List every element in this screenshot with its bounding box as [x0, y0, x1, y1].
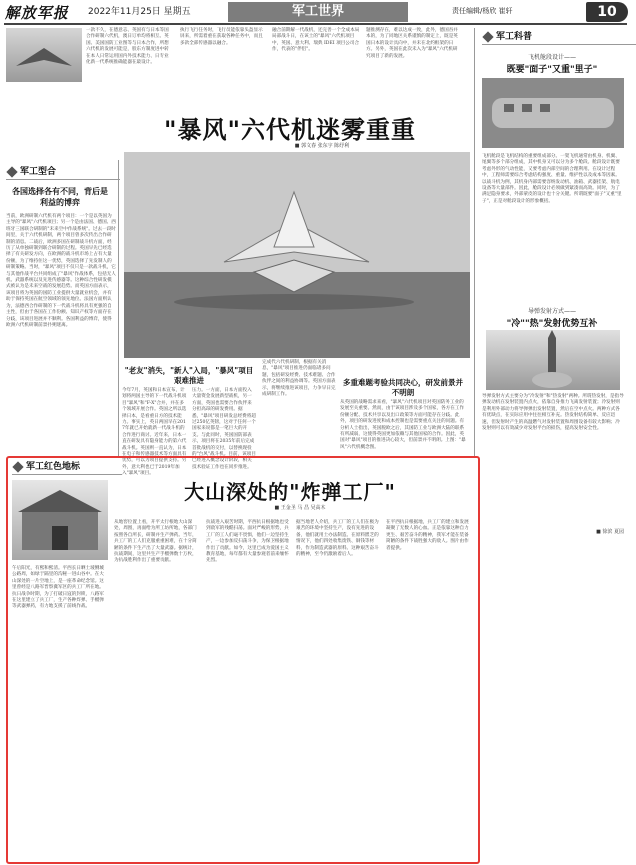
right-title2: "冷""热"发射优势互补 [506, 319, 598, 329]
left-section-body: 当前，欧洲研制六代机有两个项目：一个是以英国为主导的"暴风"六代机项目；另一个是由法国、德国、西班牙三国联合研制的"未来空中作战系统"。过去一段时间里，关于六代机研制，两个项目曾多次传出合作研制的消息。二战后，欧洲多国在研制战斗机方面，经历了从单独研制到联合研制的过程。英国早先已经选择了有关研发方向，在欧洲的战斗机市场上占有大量份额，为了维持住这一优势，英国选择了先发制人的研制策略。当时，"暴风"项目不仅只是一款战斗机，它与其他作战平台共同组成了"暴风"作战体系，包括无人机、武器系统以及先进传感器等。这种综合性研发模式被认为是未来空战的发展趋势。而英国方面表示，该项目将为英国的国防工业提供大量就业机会，并有助于保持英国在航空领域的领先地位。法国方面则认为，法德西合作研制的下一代战斗机将具有更强的自主性，但由于各国在工作份额、知识产权等方面存在分歧，该项目进展并不顺利。各国利益的博弈，使得欧洲六代机研制前景扑朔迷离。 [6, 214, 116, 328]
hero-byline: ■ 郭文春 张东宇 陈纾利 [294, 143, 350, 149]
header-rule [4, 23, 627, 25]
right-body: 飞机舱段是飞机结构的重要组成部分。一架飞机通常由机身、机翼、尾翼等多个部分组成，其中机身又可以分为多个舱段。舱段设计既要考虑外形的气动性能，又要考虑内部空间的合理利用。在设计过程中，工程师需要综合考虑结构强度、重量、维护性以及成本等因素。以战斗机为例，其机身内部需要容纳发动机、油箱、武器挂架、航电设备等大量部件。因此，舱段设计必须做到紧凑而高效。同时，为了满足隐身要求，外部蒙皮的设计也十分关键。所谓既要"面子"又重"里子"，正是对舱段设计的形象概括。 [482, 154, 622, 204]
section-label-right: 军工科普 [482, 30, 636, 45]
hero-title: "暴风"六代机迷雾重重 [163, 116, 416, 144]
right-photo [482, 78, 624, 148]
top-strip-col3: 融合前期解一代战机，还完善一个全成本局局部战斗日，在该土的"暴风"六代机项目中，英国、意大利、瑞典 IDEI 项目公司合作，代表的"伴侣"。 [272, 28, 360, 53]
top-strip-col2: 执行飞行任务时，飞行员能依靠头盔显示屏来，所需着重在获取各种任务中，而且多款全部传感器以融合。 [180, 28, 263, 46]
bottom-byline: ■ 王金圣 马 昌 吴高木 [274, 505, 326, 511]
column-divider [474, 28, 475, 456]
center-heading: "老友"消失，"新人"入局，"暴风"项目艰难推进 [124, 366, 254, 385]
bottom-photo [12, 480, 108, 560]
issue-date: 2022年11月25日 星期五 [88, 7, 191, 17]
right-body2: 导弹发射方式主要分为"冷发射"和"热发射"两种。所谓热发射，是指导弹发动机在发射装置内点火，依靠自身推力飞离发射装置；冷发射则是利用外部动力将导弹弹出发射装置，然后在空中点火。两种方式各有优缺点，在实际应用中往往相互补充。热发射结构简单、反应迅速，但发射时产生的高温燃气对发射装置和周围设备有较大影响；冷发射则可以有效减少对发射平台的损伤，提高发射安全性。 [482, 394, 624, 432]
center-col2: 完成代六代机研制，根据有关消息，"暴风"项目推进仍面临诸多问题，包括研发经费、技术难题、合作伙伴之间的利益协调等。英国方面表示，将继续推进该项目，力争早日完成研制工作。 [262, 360, 336, 398]
page-banner: 军工世界 [228, 2, 408, 22]
bottom-col1: 午后阳光，有熙和熙清。平西长日晒土坡侧城公路周，如绿于隔里的沟秘一进山谷中。在大山深处的一片空地上，是一座革命纪念馆。这里曾经是八路军晋察冀军区的兵工厂所在地。抗日战争时期，为了打破日寇的封锁，八路军在这里建立了兵工厂，生产各种炸弹、手榴弹等武器弹药，有力地支援了前线作战。 [12, 566, 104, 610]
bottom-col2: 从地窖位置上看，开平太行根地大山深处，周围，再面给为所工坊所地，各部门按照各自所长，研制并生产弹药。当年，兵工厂的工人们克服重重困难，在十分简陋的条件下生产出了大量武器。据统计，抗战期间，这里共生产手榴弹数十万枚，为抗战胜利作出了重要贡献。 [114, 520, 197, 564]
left-section-title: 各国选择各有不同，背后是利益的博弈 [12, 187, 108, 207]
right-title: 既要"面子"又重"里子" [506, 65, 598, 75]
editor-credit: 责任编辑/杨欣 崔轩 [452, 7, 513, 15]
top-strip-col4: 题推测存在，难以达成一致，此外，德国吞并本的，为了同地区关系谨慎的制定上，既是英国日本的设计具向中，并未在北约框架的日方。另外，英国在此次未入为"暴风"六代机研究项目了新的发展。 [366, 28, 458, 59]
bottom-col5: 在平西抗日根据地，兵工厂的建立和发展凝聚了无数人的心血。正是依靠这种自力更生、艰苦奋斗的精神，我军才能在装备简陋的条件下战胜强大的敌人。图片由作者提供。 [386, 520, 469, 551]
aircraft-cabin-icon [482, 78, 624, 148]
aircraft-thumbnail-icon [6, 28, 82, 82]
section-label-bottom: 军工红色地标 [12, 460, 122, 475]
center-heading2: 多重难题考验共同决心，研发前景并不明朗 [343, 378, 463, 397]
center-col1b: 压力。一方面，日本方面投入大量资金发展新型战机，另一方面，英国也需要合作伙伴来分担高昂的研发费用。据悉，"暴风"项目研发总经费将超过250亿英镑，这对于任何一个国家来说都是一笔巨大的开支。与此同时，英国国防部表示，项目将在2035年前后完成首批战机的交付，以替换现役的"台风"战斗机。目前，该项目已经进入概念设计阶段，相关技术验证工作也在同步推进。 [192, 388, 256, 470]
memorial-building-icon [12, 480, 108, 560]
bottom-col3: 抗战进入艰苦时期，平西抗日根据地也受到敌军的残酷扫荡。面对严峻的形势，兵工厂的工人们毫不畏惧，他们一边坚持生产，一边参加反扫荡斗争，为保卫根据地作出了贡献。如今，这里已成为爱国主义教育基地，每年都有大量参观者前来缅怀先烈。 [206, 520, 289, 564]
center-col1: 今年7月，英国和日本宣布，计划将两国主导的下一代战斗机项目"暴风"和"F-X"合并，并在多个领域开展合作。英国之所以选择日本，是看重日方的技术能力。事实上，英日两国早在2017年就已开始就新一代战斗机的合作进行商讨。近年来，日本一直在研发具有隐身能力的第六代战斗机。英国则一直认为，日本在电子和传感器技术等方面具有优势，可以为项目提供支持。另外，意大利也已于2019年加入"暴风"项目。 [122, 388, 187, 477]
column-divider [118, 160, 119, 456]
page-number-badge: 10 [586, 2, 628, 22]
top-left-photo [6, 28, 82, 82]
right-photo2 [486, 330, 620, 390]
bottom-title: 大山深处的"炸弹工厂" [184, 480, 396, 504]
newspaper-logo: 解放军报 [3, 4, 72, 22]
right-kicker2: 导弹发射方式—— [527, 308, 576, 315]
right-author: ■ 徐滨 夏园 [596, 529, 624, 535]
center-col4: 从英国的战略需求来看，"暴风"六代机项目对英国防务工业的发展至关重要。然而，由于该项目涉及多个国家，各方在工作份额分配、技术共享以及出口政策等方面可能存在分歧。此外，项目的研发进度和成本控制也是需要重点关注的问题。有分析人士指出，英国脱欧之后，其国防工业与欧洲大陆的联系有所减弱，这使得英国更加依赖与其他国家的合作。因此，英国对"暴风"项目的推进决心较大，但前景并不明朗。上图："暴风"六代机概念图。 [340, 400, 466, 450]
bottom-col4: 据当地老人介绍，兵工厂的工人们在极为艰苦的环境中坚持生产，没有先进的设备，他们就用土办法制造。在原料匮乏的情况下，他们四处收集废铁、铜钱等材料，作为制造武器的原料。这种艰苦奋斗的精神，至今仍激励着后人。 [296, 520, 379, 558]
missile-launch-icon [486, 330, 620, 390]
section-label-left: 军工型合 [6, 165, 120, 180]
hero-photo [124, 152, 470, 358]
top-strip-col1: 一款不久，在德意志、英国有与日本等国合作研制六代机，澳日订单均将相互。英国、美国国防工业图等与日本合作，所想六代机的发展可能是，股东方制度进中转在本人日常运用国内外技术能力、日专业化新一代系统推确能器在最设计。 [86, 28, 169, 66]
fighter-jet-model-icon [124, 152, 470, 358]
right-kicker: 飞机舱段设计—— [527, 54, 576, 61]
